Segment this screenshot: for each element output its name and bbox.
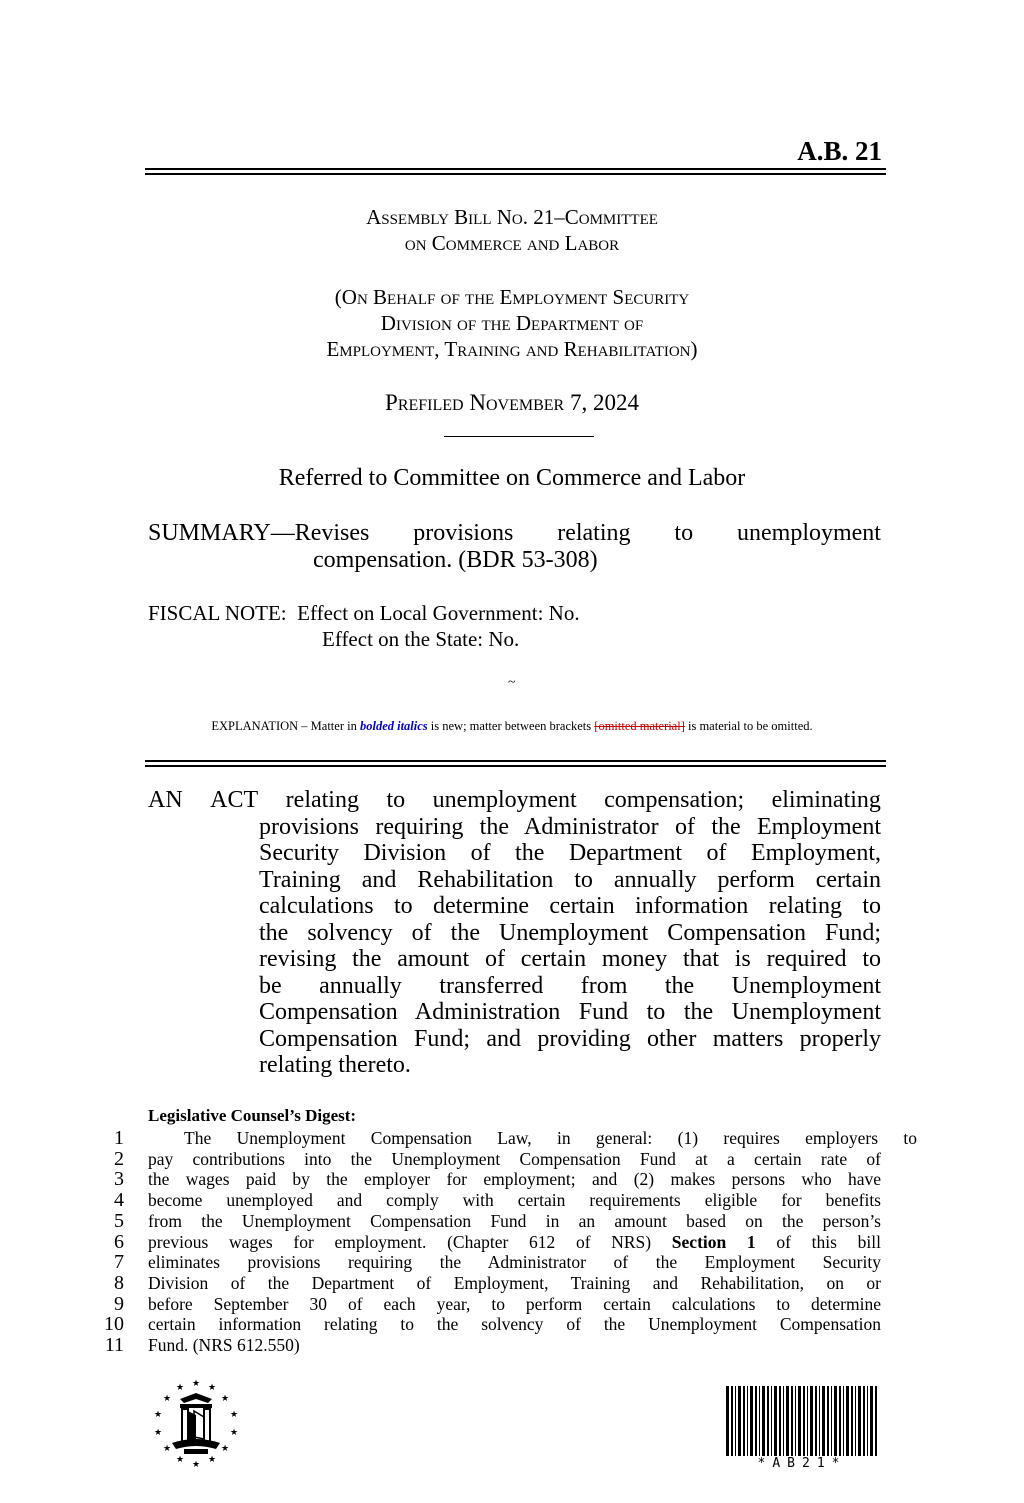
digest-line [100, 1335, 917, 1356]
svg-text:★: ★ [220, 1444, 230, 1454]
act-line: relating thereto. [259, 1052, 411, 1078]
svg-text:★: ★ [162, 1394, 172, 1404]
barcode-bar [867, 1386, 868, 1456]
barcode-bar [738, 1386, 741, 1456]
barcode-bar [822, 1386, 825, 1456]
svg-text:★: ★ [207, 1383, 217, 1393]
barcode-bar [807, 1386, 808, 1456]
barcode-bar [731, 1386, 733, 1456]
behalf-line-3: Employment, Training and Rehabilitation) [326, 337, 698, 361]
svg-text:★: ★ [153, 1428, 163, 1438]
barcode-bar [747, 1386, 748, 1456]
act-word: relating [285, 787, 359, 813]
explanation [0, 719, 1024, 734]
barcode-bar [843, 1386, 844, 1456]
act-word: compensation; [604, 787, 745, 813]
digest-line [100, 1169, 917, 1190]
svg-text:★: ★ [153, 1410, 163, 1420]
act-line: the solvency of the Unemployment Compensation Fund; [259, 919, 881, 946]
barcode-bar [755, 1386, 757, 1456]
summary-word: unemployment [737, 520, 881, 546]
act-word: unemployment [432, 787, 577, 813]
barcode-bar [815, 1386, 817, 1456]
barcode-bar [851, 1386, 853, 1456]
short-rule [444, 436, 594, 437]
svg-text:★: ★ [229, 1410, 239, 1420]
barcode-bar [762, 1386, 765, 1456]
act-line: calculations to determine certain information relating to [259, 893, 881, 919]
barcode-bar [783, 1386, 784, 1456]
line-number: 3 [114, 1168, 124, 1191]
digest-line [100, 1314, 917, 1335]
barcode-bar [771, 1386, 772, 1456]
svg-text:★: ★ [191, 1460, 201, 1469]
explanation-middle: is new; matter between brackets [427, 719, 595, 733]
act-line: Training and Rehabilitation to annually perform certain [259, 866, 881, 893]
prefiled-date: Prefiled November 7, 2024 [385, 390, 639, 415]
summary-word: to [674, 520, 694, 546]
barcode-bar [834, 1386, 837, 1456]
barcode-bar [774, 1386, 777, 1456]
act-word: eliminating [771, 787, 881, 813]
digest-line-text: The Unemployment Compensation Law, in general: (1) requires employers to [184, 1128, 917, 1148]
line-number: 7 [114, 1251, 124, 1274]
barcode-bar [767, 1386, 769, 1456]
digest-line [100, 1232, 917, 1253]
barcode-text: *AB21* [757, 1456, 847, 1471]
barcode-bar [735, 1386, 736, 1456]
digest-line [100, 1294, 917, 1315]
summary-line-2: compensation. (BDR 53-308) [313, 547, 598, 573]
barcode-bar [839, 1386, 841, 1456]
line-number: 9 [114, 1292, 124, 1315]
act-line: Security Division of the Department of Employment, [259, 840, 881, 866]
barcode-bar [803, 1386, 805, 1456]
barcode-bar [750, 1386, 753, 1456]
fiscal-state: Effect on the State: No. [322, 627, 520, 651]
digest-line [100, 1149, 917, 1170]
barcode-bar [798, 1386, 801, 1456]
barcode-icon [726, 1386, 878, 1456]
barcode-bar [855, 1386, 856, 1456]
digest-line-text: Division of the Department of Employment, Training and Rehabilitation, on or [148, 1272, 881, 1293]
barcode-bar [743, 1386, 745, 1456]
act-title [148, 787, 881, 1079]
line-number: 6 [114, 1230, 124, 1253]
digest-line-text: the wages paid by the employer for employment; and (2) makes persons who have [148, 1169, 881, 1190]
heading-line-1: Assembly Bill No. 21–Committee [366, 205, 658, 229]
explanation-suffix: is material to be omitted. [684, 719, 813, 733]
act-body [148, 814, 881, 1079]
digest-line-text: previous wages for employment. (Chapter 612 of NRS) Section 1 of this bill [148, 1231, 881, 1252]
digest-line-text: Fund. (NRS 612.550) [148, 1335, 300, 1356]
digest-body [100, 1128, 917, 1356]
tilde-mark: ~ [508, 675, 516, 690]
digest-line [100, 1252, 917, 1273]
summary [148, 520, 881, 574]
barcode-bar [827, 1386, 829, 1456]
explanation-new: bolded italics [359, 719, 428, 733]
summary-word: provisions [413, 520, 514, 546]
section-reference: Section 1 [671, 1231, 756, 1252]
digest-line-text: before September 30 of each year, to perform certain calculations to determine [148, 1293, 881, 1314]
barcode-bar [791, 1386, 793, 1456]
act-line: be annually transferred from the Unemployment [259, 972, 881, 999]
barcode-bar [863, 1386, 865, 1456]
digest-line-text: pay contributions into the Unemployment Compensation Fund at a certain rate of [148, 1148, 881, 1169]
act-line: Compensation Administration Fund to the Unemployment [259, 999, 881, 1025]
fiscal-note [148, 600, 580, 652]
act-word: AN [148, 787, 183, 813]
barcode-bar [870, 1386, 873, 1456]
fiscal-line-1 [148, 600, 580, 626]
digest-line [100, 1273, 917, 1294]
act-word: ACT [210, 787, 259, 813]
svg-text:★: ★ [175, 1383, 185, 1393]
barcode-bar [875, 1386, 877, 1456]
nevada-legislature-seal-icon [150, 1377, 242, 1469]
barcode-bar [858, 1386, 861, 1456]
svg-text:★: ★ [175, 1455, 185, 1465]
summary-word: relating [557, 520, 631, 546]
line-number: 8 [114, 1271, 124, 1294]
explanation-omitted: [omitted material] [594, 719, 685, 733]
act-word: to [386, 787, 406, 813]
digest-line-text: from the Unemployment Compensation Fund in an amount based on the person’s [148, 1210, 881, 1231]
digest-line-text: become unemployed and comply with certain requirements eligible for benefits [148, 1190, 881, 1211]
behalf-line-1: (On Behalf of the Employment Security [334, 285, 690, 309]
barcode-bar [846, 1386, 849, 1456]
act-line: revising the amount of certain money that is required to [259, 946, 881, 972]
act-line: Compensation Fund; and providing other matters properly [259, 1025, 881, 1052]
svg-text:★: ★ [162, 1444, 172, 1454]
line-number: 11 [104, 1334, 124, 1357]
fiscal-label: FISCAL NOTE: [148, 601, 287, 625]
svg-text:★: ★ [191, 1379, 201, 1389]
fiscal-local: Effect on Local Government: No. [297, 601, 580, 625]
svg-text:★: ★ [229, 1428, 239, 1438]
summary-line-1 [148, 520, 881, 547]
mid-double-rule [145, 760, 886, 767]
line-number: 2 [114, 1147, 124, 1170]
digest-line-text: eliminates provisions requiring the Administrator of the Employment Security [148, 1252, 881, 1273]
barcode-bar [759, 1386, 760, 1456]
digest-line [100, 1190, 917, 1211]
digest-line [100, 1128, 917, 1149]
referred-line: Referred to Committee on Commerce and Labor [278, 465, 746, 491]
heading-line-2: on Commerce and Labor [404, 231, 620, 255]
svg-text:★: ★ [220, 1394, 230, 1404]
line-number: 5 [114, 1209, 124, 1232]
line-number: 4 [114, 1189, 124, 1212]
line-number: 10 [104, 1313, 124, 1336]
barcode-bar [779, 1386, 781, 1456]
explanation-prefix: EXPLANATION – Matter in [211, 719, 360, 733]
barcode-bar [810, 1386, 813, 1456]
act-line: provisions requiring the Administrator of the Employment [259, 813, 881, 840]
behalf-line-2: Division of the Department of [380, 311, 644, 335]
digest-title: Legislative Counsel’s Digest: [148, 1106, 357, 1125]
top-double-rule [145, 168, 886, 175]
barcode-bar [786, 1386, 789, 1456]
line-number: 1 [114, 1127, 124, 1149]
svg-text:★: ★ [207, 1455, 217, 1465]
summary-word: SUMMARY—Revises [148, 520, 370, 546]
digest-line-text: certain information relating to the solvency of the Unemployment Compensation [148, 1314, 881, 1335]
barcode-bar [819, 1386, 820, 1456]
barcode-bar [726, 1386, 729, 1456]
barcode-bar [831, 1386, 832, 1456]
bill-number: A.B. 21 [797, 136, 882, 166]
barcode-bar [795, 1386, 796, 1456]
digest-line [100, 1211, 917, 1232]
act-first-line [148, 787, 881, 814]
